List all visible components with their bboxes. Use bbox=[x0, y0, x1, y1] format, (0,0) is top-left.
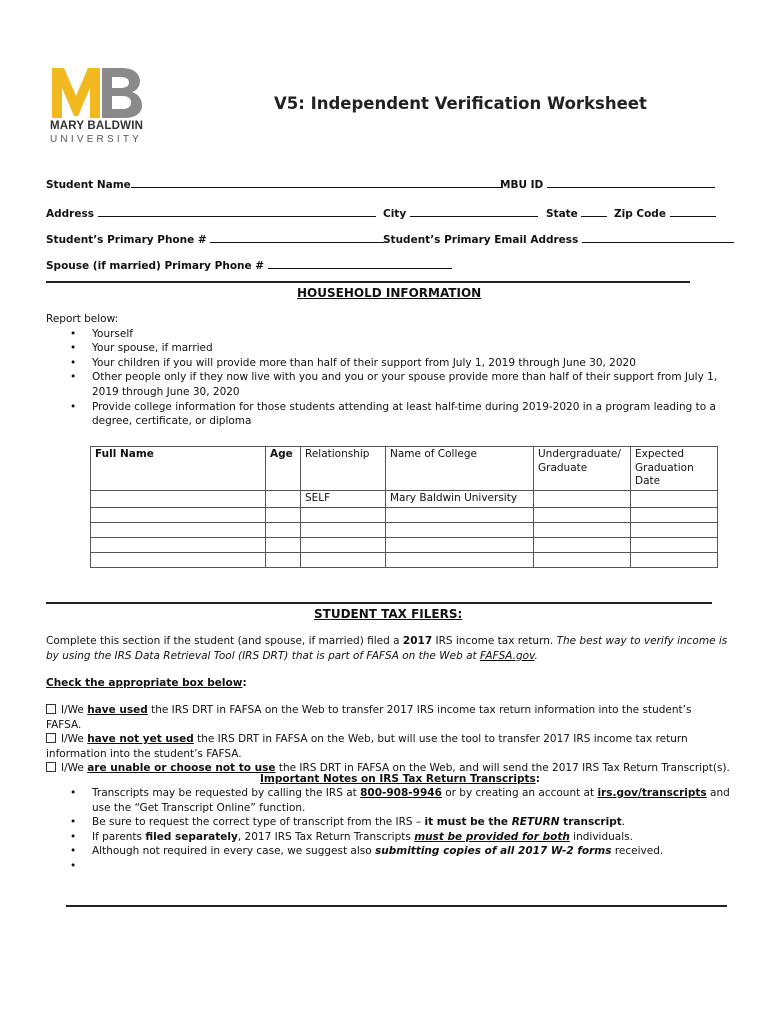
list-item: • Transcripts may be requested by calling the IRS at 800-908-9946 or by creating an account at irs.gov/transcripts and use the “Get Transcript Online” function. bbox=[70, 787, 730, 814]
table-header-row bbox=[91, 447, 718, 491]
header-age: Age bbox=[266, 447, 301, 491]
table-row bbox=[91, 522, 718, 537]
student-phone-field[interactable]: Student’s Primary Phone # bbox=[46, 232, 384, 247]
logo-m-shape bbox=[52, 68, 100, 118]
list-item: • Other people only if they now live with you and you or your spouse provide more than half of their support from July 1, 2019 through June 30, 2020 bbox=[70, 371, 718, 398]
household-instructions bbox=[46, 312, 726, 429]
check-box-label: Check the appropriate box below: bbox=[46, 677, 247, 689]
option-have-used[interactable]: I/We have used the IRS DRT in FAFSA on the Web to transfer 2017 IRS income tax return information into the student’s FAFSA. bbox=[46, 704, 692, 731]
logo-wordmark-line1: MARY BALDWIN bbox=[50, 120, 144, 132]
list-item: • Your spouse, if married bbox=[70, 342, 213, 355]
irs-transcripts-link[interactable]: irs.gov/transcripts bbox=[597, 787, 707, 799]
notes-heading: Important Notes on IRS Tax Return Transcripts: bbox=[260, 773, 540, 785]
divider bbox=[46, 602, 712, 604]
state-field[interactable]: State bbox=[546, 206, 607, 221]
household-heading: HOUSEHOLD INFORMATION bbox=[297, 286, 482, 300]
list-item: • Although not required in every case, we suggest also submitting copies of all 2017 W-2 forms received. bbox=[70, 845, 664, 858]
logo-wordmark-line2: UNIVERSITY bbox=[50, 134, 143, 145]
header-level: Undergraduate/ Graduate bbox=[534, 447, 631, 491]
divider bbox=[46, 281, 690, 283]
spouse-phone-field[interactable]: Spouse (if married) Primary Phone # bbox=[46, 258, 452, 273]
list-item: • Yourself bbox=[70, 327, 133, 340]
student-name-field[interactable]: Student Name bbox=[46, 177, 503, 192]
table-row bbox=[91, 507, 718, 522]
zip-field[interactable]: Zip Code bbox=[614, 206, 716, 221]
list-item: • Your children if you will provide more than half of their support from July 1, 2019 through June 30, 2020 bbox=[70, 356, 636, 369]
list-item: • Be sure to request the correct type of transcript from the IRS – it must be the RETURN transcript. bbox=[70, 816, 626, 829]
option-not-yet-used[interactable]: I/We have not yet used the IRS DRT in FAFSA on the Web, but will use the tool to transfer 2017 IRS income tax return information into the student’s FAFSA. bbox=[46, 733, 688, 760]
list-item: • Provide college information for those students attending at least half-time during 2019-2020 in a program leading to a degree, certificate, or diploma bbox=[70, 400, 716, 428]
address-field[interactable]: Address bbox=[46, 206, 376, 221]
fafsa-link[interactable]: FAFSA.gov bbox=[479, 649, 535, 662]
worksheet-title: V5: Independent Verification Worksheet bbox=[274, 94, 647, 113]
mbu-id-field[interactable]: MBU ID bbox=[500, 177, 715, 192]
tax-intro: Complete this section if the student (and spouse, if married) filed a 2017 IRS income tax return. The best way to verify income is by using the IRS Data Retrieval Tool (IRS DRT) that is part of FAFSA on the Web at FAFSA.gov. bbox=[46, 635, 728, 662]
option-unable[interactable]: I/We are unable or choose not to use the IRS DRT in FAFSA on the Web, and will send the 2017 IRS Tax Return Transcript(s). bbox=[46, 761, 730, 776]
tax-filers-heading: STUDENT TAX FILERS: bbox=[314, 607, 463, 621]
checkbox[interactable] bbox=[46, 733, 56, 743]
list-item: • If parents filed separately, 2017 IRS Tax Return Transcripts must be provided for both individuals. bbox=[70, 830, 633, 843]
header-relationship: Relationship bbox=[301, 447, 386, 491]
table-row bbox=[91, 537, 718, 552]
table-row bbox=[91, 552, 718, 567]
city-field[interactable]: City bbox=[383, 206, 538, 221]
report-below-label: Report below: bbox=[46, 313, 119, 325]
tax-options bbox=[46, 703, 730, 776]
student-email-field[interactable]: Student’s Primary Email Address bbox=[383, 232, 734, 247]
divider bbox=[66, 905, 727, 907]
checkbox[interactable] bbox=[46, 762, 56, 772]
table-row: SELF Mary Baldwin University bbox=[91, 490, 718, 507]
header-college: Name of College bbox=[386, 447, 534, 491]
checkbox[interactable] bbox=[46, 704, 56, 714]
notes-list: • Transcripts may be requested by calling the IRS at 800-908-9946 or by creating an account at irs.gov/transcripts and use the “Get Transcript Online” function. • Be sure to request the correct type of transcript from the IRS – it must be the RETURN transcript. • If parents filed separately, 2017 IRS Tax Return Transcripts must be provided for both individuals. • Although not required in every case, we suggest also submitting copies of all 2017 W-2 forms received. • bbox=[46, 786, 730, 859]
header-grad-date: Expected Graduation Date bbox=[631, 447, 718, 491]
header-full-name: Full Name bbox=[91, 447, 266, 491]
household-table bbox=[90, 446, 718, 568]
logo-b-shape bbox=[102, 68, 142, 118]
